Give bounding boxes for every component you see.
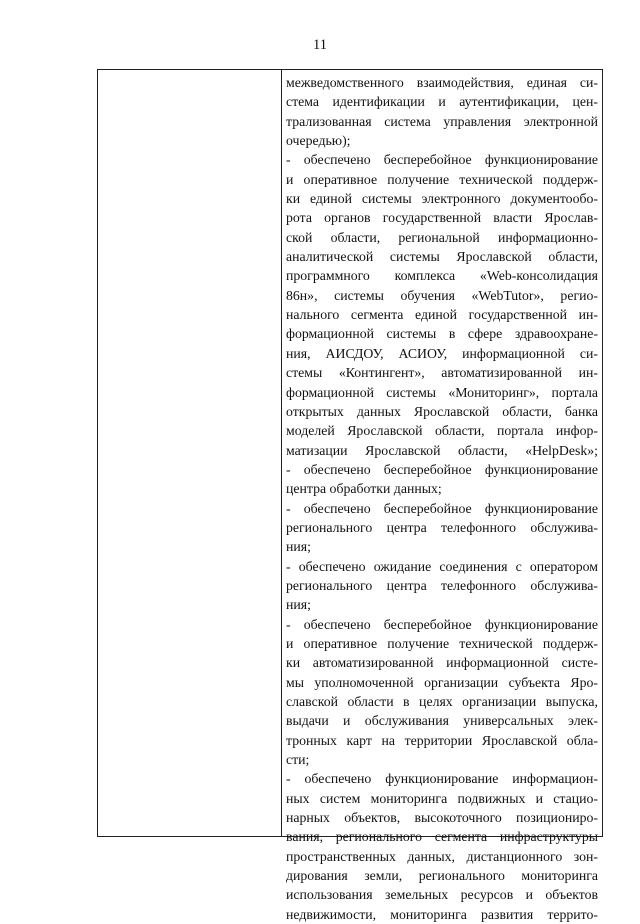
text-line: межведомственного взаимодействия, единая си- (286, 75, 598, 90)
text-line: нального сегмента единой государственной ин- (286, 307, 598, 323)
text-line: недвижимости, мониторинга развития террито- (286, 906, 598, 922)
text-line: ния; (286, 597, 311, 613)
text-line: ных систем мониторинга подвижных и стацио- (286, 790, 598, 806)
text-line: славской области в целях организации выпуска, (286, 694, 598, 709)
text-line: аналитической системы Ярославской области, (286, 249, 598, 265)
text-line: стемы «Контингент», автоматизированной ин- (286, 365, 598, 381)
text-line: центра обработки данных; (286, 481, 442, 497)
text-line: формационной системы в сфере здравоохране- (286, 326, 598, 342)
text-line: трализованная система управления электронной (286, 113, 598, 129)
text-line: открытых данных Ярославской области, банка (286, 403, 598, 419)
text-line: 86н», системы обучения «WebTutor», регио- (286, 287, 598, 303)
column-divider (281, 70, 282, 836)
text-line: использования земельных ресурсов и объектов (286, 887, 598, 903)
text-line: и оперативное получение технической поддерж- (286, 171, 598, 187)
text-line: регионального центра телефонного обслужива- (286, 519, 598, 535)
text-line: ния; (286, 539, 311, 555)
page-number: 11 (313, 37, 327, 53)
text-line: - обеспечено бесперебойное функционирование (286, 500, 598, 516)
table-cell-right (286, 73, 598, 924)
content-table (97, 69, 603, 922)
text-line: ки единой системы электронного документообо- (286, 191, 598, 207)
text-line: мы уполномоченной организации субъекта Яро- (286, 674, 598, 690)
text-line: ской области, региональной информационно- (286, 229, 598, 245)
text-line: дирования земли, регионального мониторинга (286, 868, 598, 884)
text-line: моделей Ярославской области, портала инфор- (286, 423, 598, 439)
text-line: - обеспечено бесперебойное функционирование (286, 461, 598, 477)
text-line: - обеспечено бесперебойное функционирование (286, 152, 598, 168)
text-line: - обеспечено ожидание соединения с оператором (286, 558, 598, 574)
text-line: пространственных данных, дистанционного зон- (286, 848, 598, 864)
text-line: нарных объектов, высокоточного позициониро- (286, 810, 598, 826)
text-line: сти; (286, 752, 310, 768)
text-line: - обеспечено бесперебойное функционирование (286, 616, 598, 632)
text-line: программного комплекса «Web-консолидация (286, 268, 598, 284)
text-line: - обеспечено функционирование информацион- (286, 771, 598, 787)
text-line: рота органов государственной власти Ярослав- (286, 210, 598, 226)
text-line: ния, АИСДОУ, АСИОУ, информационной си- (286, 345, 598, 361)
text-line: вания, регионального сегмента инфраструктуры (286, 829, 598, 845)
text-line: регионального центра телефонного обслужива- (286, 577, 598, 593)
text-line: выдачи и обслуживания универсальных элек- (286, 713, 598, 729)
text-line: матизации Ярославской области, «HelpDesk»; (286, 442, 598, 458)
text-line: очередью); (286, 133, 351, 149)
text-line: ки автоматизированной информационной систе- (286, 655, 598, 671)
text-line: стема идентификации и аутентификации, цен- (286, 94, 598, 110)
text-line: и оперативное получение технической поддерж- (286, 635, 598, 651)
text-line: тронных карт на территории Ярославской обла- (286, 732, 598, 748)
text-line: формационной системы «Мониторинг», портала (286, 384, 598, 400)
